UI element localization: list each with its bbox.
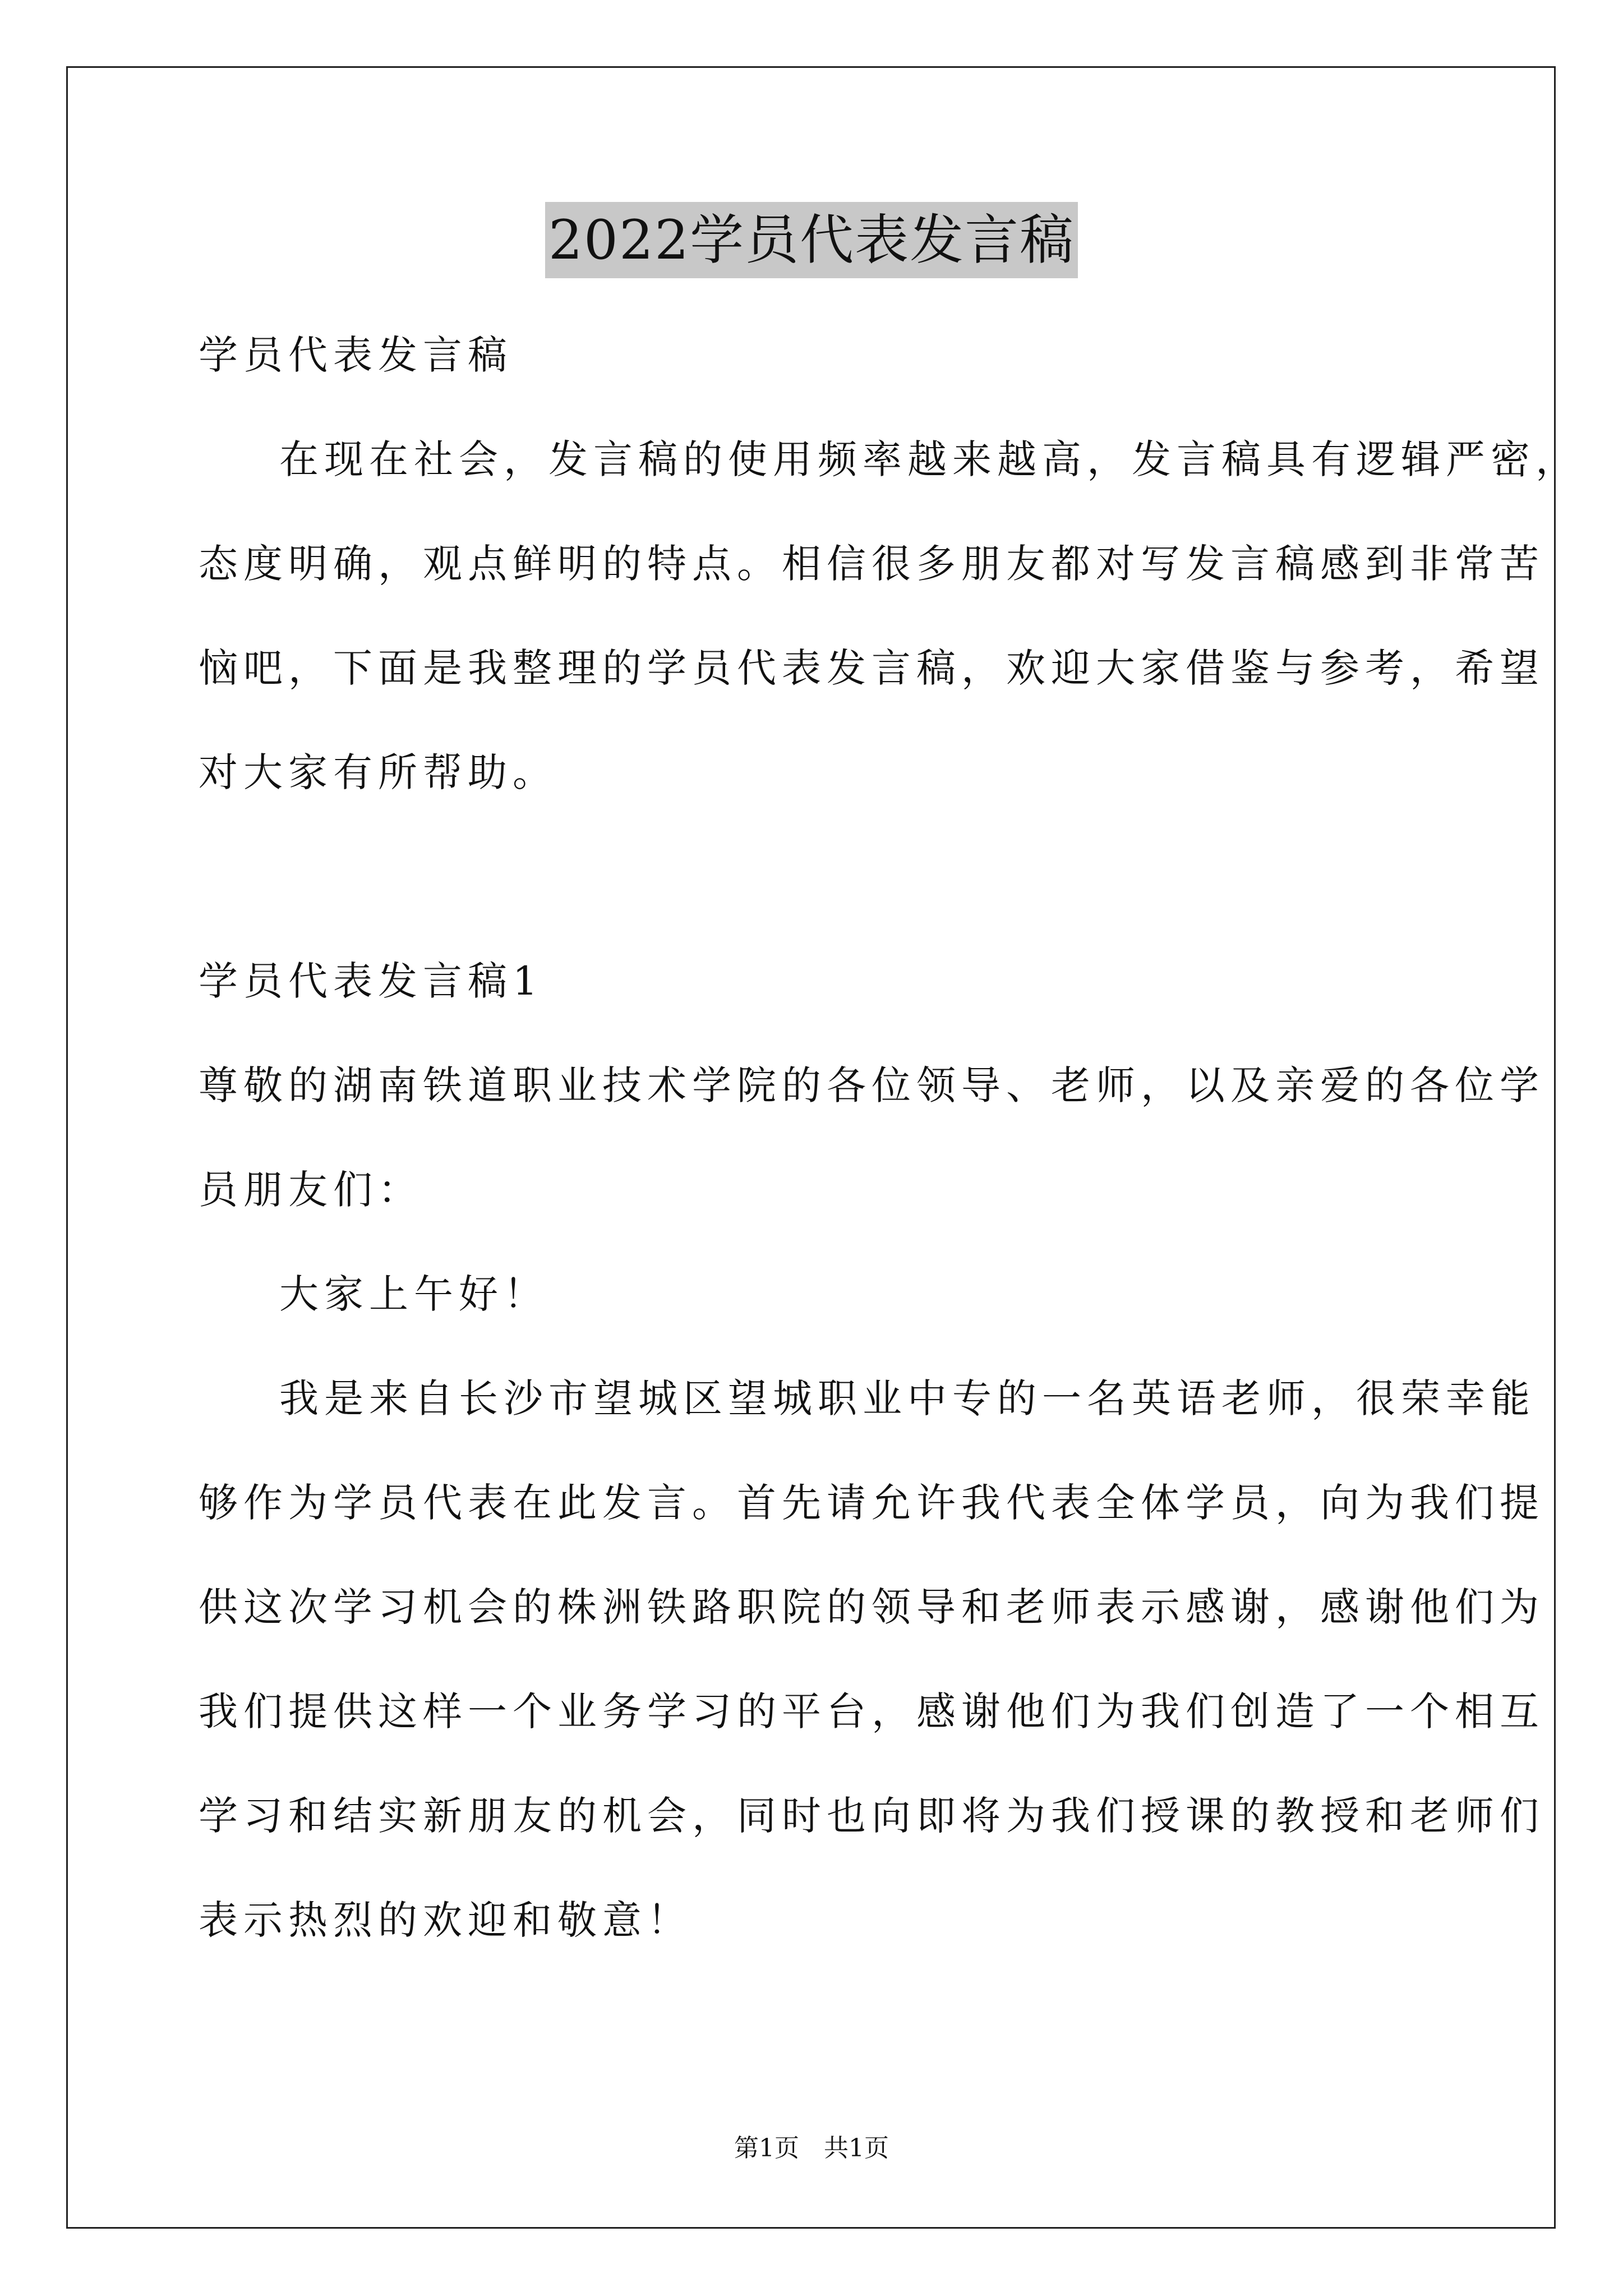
body-line: 表示热烈的欢迎和敬意！ (199, 1897, 692, 1943)
subtitle: 学员代表发言稿 (199, 332, 513, 378)
document-title: 2022学员代表发言稿 (545, 202, 1078, 278)
intro-line: 恼吧，下面是我整理的学员代表发言稿，欢迎大家借鉴与参考，希望 (199, 645, 1544, 691)
body-line: 我们提供这样一个业务学习的平台，感谢他们为我们创造了一个相互 (199, 1688, 1544, 1734)
intro-line: 在现在社会，发言稿的使用频率越来越高，发言稿具有逻辑严密， (279, 436, 1580, 482)
page-footer: 第1页 共1页 (734, 2134, 889, 2162)
title-container (0, 202, 1623, 278)
section-gap (199, 825, 1432, 929)
salutation-line: 员朋友们： (199, 1167, 423, 1213)
greeting: 大家上午好！ (279, 1271, 548, 1317)
section-heading: 学员代表发言稿1 (199, 958, 543, 1004)
body-line: 够作为学员代表在此发言。首先请允许我代表全体学员，向为我们提 (199, 1480, 1544, 1526)
intro-line: 态度明确，观点鲜明的特点。相信很多朋友都对写发言稿感到非常苦 (199, 541, 1544, 587)
intro-line: 对大家有所帮助。 (199, 749, 557, 795)
body-line: 我是来自长沙市望城区望城职业中专的一名英语老师，很荣幸能 (279, 1375, 1536, 1421)
body-line: 供这次学习机会的株洲铁路职院的领导和老师表示感谢，感谢他们为 (199, 1584, 1544, 1630)
body-line: 学习和结实新朋友的机会，同时也向即将为我们授课的教授和老师们 (199, 1793, 1544, 1839)
salutation-line: 尊敬的湖南铁道职业技术学院的各位领导、老师，以及亲爱的各位学 (199, 1062, 1544, 1108)
document-body (199, 303, 1580, 1972)
